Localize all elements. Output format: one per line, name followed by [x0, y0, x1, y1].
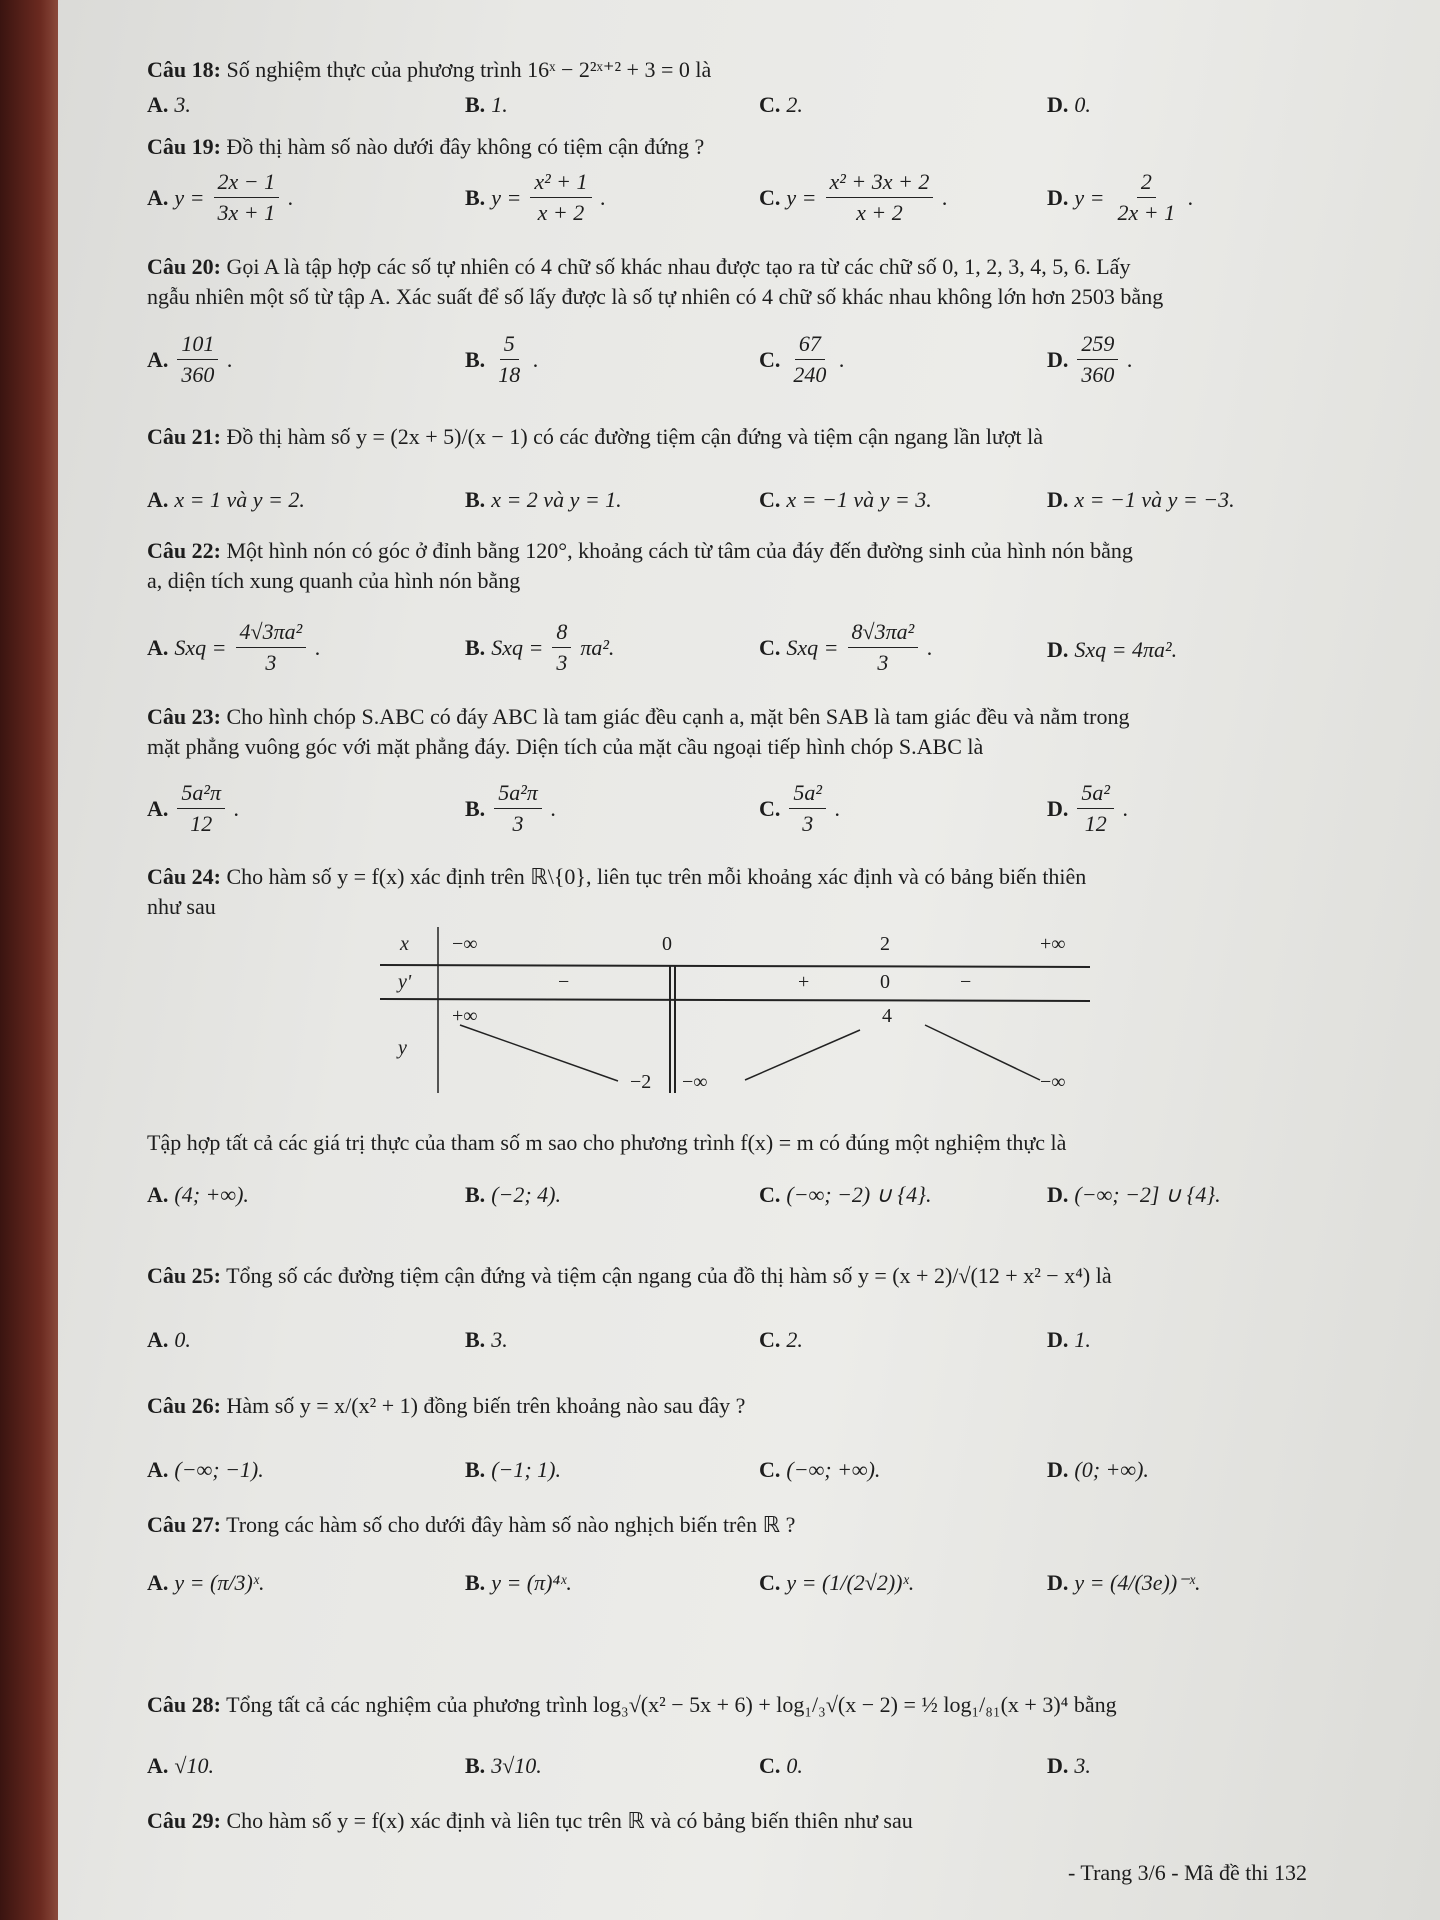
option-label: B. — [465, 1182, 486, 1207]
answer-option-c[interactable] — [759, 1327, 803, 1353]
x-value: −∞ — [452, 933, 478, 955]
question-text-line — [147, 252, 1347, 282]
option-text: 1. — [491, 92, 508, 117]
y-label: y — [398, 1037, 407, 1059]
option-suffix: . — [839, 346, 845, 372]
numerator: 5a²π — [494, 780, 542, 809]
option-label: D. — [1047, 1182, 1069, 1207]
question-label: Câu 24: — [147, 864, 221, 889]
option-label: A. — [147, 346, 169, 372]
answer-option-b[interactable] — [465, 1753, 542, 1779]
option-label: B. — [465, 92, 486, 117]
option-suffix: . — [288, 184, 294, 210]
question-text-line — [147, 1690, 1347, 1720]
option-text: (−2; 4). — [491, 1182, 562, 1207]
option-label: A. — [147, 795, 169, 821]
page-footer: - Trang 3/6 - Mã đề thi 132 — [1068, 1860, 1307, 1885]
numerator: 259 — [1077, 331, 1118, 360]
question-19 — [147, 132, 1347, 162]
option-prefix: Sxq = — [174, 634, 227, 660]
answer-option-c[interactable] — [759, 1457, 880, 1483]
denominator: 2x + 1 — [1117, 200, 1176, 225]
option-label: A. — [147, 1457, 169, 1482]
answer-option-d[interactable] — [1047, 637, 1177, 663]
option-text: Sxq = 4πa². — [1074, 637, 1178, 662]
numerator: 5a²π — [177, 780, 225, 809]
option-text: x = 1 và y = 2. — [174, 487, 305, 512]
option-label: A. — [147, 1570, 169, 1595]
answer-option-b[interactable] — [465, 619, 614, 676]
denominator: 3 — [556, 650, 568, 675]
fraction — [494, 780, 542, 837]
variation-table-lines — [380, 925, 1090, 1095]
question-label: Câu 27: — [147, 1512, 221, 1537]
question-text-line — [147, 1391, 1347, 1421]
yprime-label: y' — [398, 971, 412, 993]
question-text-line — [147, 536, 1347, 566]
denominator: 3 — [265, 650, 277, 675]
question-text-line — [147, 732, 1347, 762]
option-label: D. — [1047, 795, 1069, 821]
answer-option-c[interactable] — [759, 487, 932, 513]
option-label: B. — [465, 487, 486, 512]
option-suffix: . — [315, 634, 321, 660]
fraction — [177, 780, 225, 837]
fraction — [494, 331, 524, 388]
answer-option-b[interactable] — [465, 169, 606, 226]
question-label: Câu 29: — [147, 1808, 221, 1833]
option-text: (4; +∞). — [174, 1182, 249, 1207]
option-text: 2. — [786, 92, 803, 117]
option-text: (−∞; +∞). — [786, 1457, 881, 1482]
question-text-line — [147, 422, 1347, 452]
numerator: 5a² — [789, 780, 826, 809]
y-value: −∞ — [1040, 1071, 1066, 1093]
option-label: C. — [759, 184, 781, 210]
answer-option-b[interactable] — [465, 780, 556, 837]
answer-option-a[interactable] — [147, 1753, 214, 1779]
fraction — [1077, 331, 1118, 388]
question-text: Đồ thị hàm số y = (2x + 5)/(x − 1) có các đường tiệm cận đứng và tiệm cận ngang lần lượt là — [226, 424, 1044, 449]
question-text-line — [147, 1510, 1347, 1540]
answer-option-d[interactable] — [1047, 1182, 1221, 1208]
answer-option-c[interactable] — [759, 1570, 914, 1596]
option-text: 3√10. — [491, 1753, 542, 1778]
answer-option-d[interactable] — [1047, 487, 1235, 513]
option-text: y = (π)⁴ˣ. — [491, 1570, 572, 1595]
option-label: C. — [759, 1753, 781, 1778]
sign: − — [960, 971, 972, 993]
option-label: B. — [465, 795, 486, 821]
answer-option-a[interactable] — [147, 487, 305, 513]
option-suffix: . — [1127, 346, 1133, 372]
denominator: 240 — [793, 362, 827, 387]
option-suffix: . — [927, 634, 933, 660]
option-text: 0. — [174, 1327, 191, 1352]
answer-option-a[interactable] — [147, 1570, 265, 1596]
option-text: y = (1/(2√2))ˣ. — [786, 1570, 915, 1595]
numerator: 8√3πa² — [848, 619, 919, 648]
denominator: 3 — [512, 811, 524, 836]
fraction — [1114, 169, 1180, 226]
option-label: C. — [759, 346, 781, 372]
option-label: B. — [465, 1570, 486, 1595]
x-value: 0 — [662, 933, 672, 955]
question-text: Số nghiệm thực của phương trình 16ˣ − 2²ˣ⁺² + 3 = 0 là — [226, 57, 712, 82]
question-text: a, diện tích xung quanh của hình nón bằng — [147, 568, 521, 593]
answer-option-a[interactable] — [147, 780, 240, 837]
option-label: D. — [1047, 184, 1069, 210]
numerator: 8 — [552, 619, 571, 648]
question-text: Cho hình chóp S.ABC có đáy ABC là tam giác đều cạnh a, mặt bên SAB là tam giác đều và nằm trong — [226, 704, 1130, 729]
option-label: C. — [759, 1182, 781, 1207]
option-text: (−1; 1). — [491, 1457, 562, 1482]
option-label: A. — [147, 487, 169, 512]
option-label: D. — [1047, 637, 1069, 662]
question-label: Câu 20: — [147, 254, 221, 279]
option-prefix: y = — [786, 184, 817, 210]
option-text: (−∞; −1). — [174, 1457, 264, 1482]
option-text: (0; +∞). — [1074, 1457, 1149, 1482]
question-28 — [147, 1690, 1347, 1720]
option-suffix: . — [835, 795, 841, 821]
numerator: 2x − 1 — [214, 169, 280, 198]
answer-option-c[interactable] — [759, 619, 933, 676]
answer-option-c[interactable] — [759, 92, 803, 118]
option-prefix: Sxq = — [491, 634, 544, 660]
x-value: +∞ — [1040, 933, 1066, 955]
option-label: D. — [1047, 1327, 1069, 1352]
option-label: A. — [147, 1327, 169, 1352]
option-suffix: . — [550, 795, 557, 821]
option-suffix: . — [1123, 795, 1129, 821]
fraction — [789, 780, 826, 837]
question-21 — [147, 422, 1347, 452]
question-27 — [147, 1510, 1347, 1540]
answer-option-d[interactable] — [1047, 1327, 1091, 1353]
numerator: 4√3πa² — [236, 619, 307, 648]
question-text-line — [147, 862, 1347, 892]
option-text: 3. — [174, 92, 191, 117]
numerator: 67 — [795, 331, 825, 360]
question-26 — [147, 1391, 1347, 1421]
option-label: C. — [759, 1327, 781, 1352]
answer-option-b[interactable] — [465, 1570, 572, 1596]
question-label: Câu 18: — [147, 57, 221, 82]
y-value: −2 — [630, 1071, 652, 1093]
option-label: A. — [147, 92, 169, 117]
option-text: 3. — [1074, 1753, 1091, 1778]
option-prefix: y = — [174, 184, 205, 210]
answer-option-d[interactable] — [1047, 1457, 1149, 1483]
answer-option-a[interactable] — [147, 331, 233, 388]
option-suffix: πa². — [580, 634, 615, 660]
question-label: Câu 19: — [147, 134, 221, 159]
question-text: ngẫu nhiên một số từ tập A. Xác suất để số lấy được là số tự nhiên có 4 chữ số khác nhau không lớn hơn 2503 bằng — [147, 284, 1164, 309]
sign: + — [798, 971, 810, 993]
question-label: Câu 25: — [147, 1263, 221, 1288]
answer-option-a[interactable] — [147, 92, 191, 118]
question-label: Câu 21: — [147, 424, 221, 449]
answer-option-d[interactable] — [1047, 331, 1133, 388]
answer-option-a[interactable] — [147, 1182, 249, 1208]
option-label: B. — [465, 346, 486, 372]
option-label: C. — [759, 795, 781, 821]
fraction — [826, 169, 934, 226]
question-text: Tổng tất cả các nghiệm của phương trình log₃√(x² − 5x + 6) + log₁/₃√(x − 2) = ½ log₁/₈₁(x + 3)⁴ bằng — [226, 1692, 1117, 1717]
option-label: B. — [465, 1753, 486, 1778]
option-label: B. — [465, 1457, 486, 1482]
fraction — [789, 331, 830, 388]
option-label: A. — [147, 184, 169, 210]
question-label: Câu 26: — [147, 1393, 221, 1418]
question-label: Câu 28: — [147, 1692, 221, 1717]
fraction — [236, 619, 307, 676]
question-text-line — [147, 1806, 1347, 1836]
question-text-line — [147, 566, 1347, 596]
option-text: 3. — [491, 1327, 508, 1352]
option-text: (−∞; −2) ∪ {4}. — [786, 1182, 932, 1207]
option-label: A. — [147, 634, 169, 660]
y-value: 4 — [882, 1005, 892, 1027]
option-suffix: . — [1188, 184, 1194, 210]
desk-edge — [0, 0, 58, 1920]
question-label: Câu 23: — [147, 704, 221, 729]
numerator: x² + 3x + 2 — [826, 169, 934, 198]
denominator: 360 — [181, 362, 215, 387]
fraction — [214, 169, 280, 226]
question-label: Câu 22: — [147, 538, 221, 563]
option-label: D. — [1047, 487, 1069, 512]
option-label: C. — [759, 634, 781, 660]
option-suffix: . — [600, 184, 607, 210]
question-text-line — [147, 132, 1347, 162]
answer-option-c[interactable] — [759, 780, 841, 837]
answer-option-a[interactable] — [147, 1457, 264, 1483]
numerator: 101 — [177, 331, 218, 360]
option-text: 1. — [1074, 1327, 1091, 1352]
option-label: C. — [759, 1457, 781, 1482]
question-text: Một hình nón có góc ở đỉnh bằng 120°, khoảng cách từ tâm của đáy đến đường sinh của hình nón bằng — [226, 538, 1133, 563]
option-text: 0. — [786, 1753, 803, 1778]
question-text: Cho hàm số y = f(x) xác định trên ℝ\{0}, liên tục trên mỗi khoảng xác định và có bảng biến thiên — [226, 864, 1087, 889]
option-text: x = −1 và y = −3. — [1074, 487, 1235, 512]
fraction — [177, 331, 218, 388]
denominator: 18 — [498, 362, 521, 387]
option-prefix: y = — [1074, 184, 1105, 210]
option-suffix: . — [227, 346, 233, 372]
question-23 — [147, 702, 1347, 762]
answer-option-d[interactable] — [1047, 1753, 1091, 1779]
numerator: 5a² — [1077, 780, 1114, 809]
answer-option-d[interactable] — [1047, 92, 1091, 118]
answer-option-b[interactable] — [465, 487, 622, 513]
answer-option-c[interactable] — [759, 169, 948, 226]
fraction — [552, 619, 571, 676]
numerator: x² + 1 — [530, 169, 591, 198]
denominator: 12 — [190, 811, 213, 836]
y-value: +∞ — [452, 1005, 478, 1027]
option-prefix: Sxq = — [786, 634, 839, 660]
option-text: y = (π/3)ˣ. — [174, 1570, 265, 1595]
option-label: B. — [465, 634, 486, 660]
answer-option-a[interactable] — [147, 619, 321, 676]
question-text: như sau — [147, 894, 216, 919]
denominator: x + 2 — [856, 200, 903, 225]
question-text-line — [147, 702, 1347, 732]
question-22 — [147, 536, 1347, 596]
option-label: C. — [759, 487, 781, 512]
answer-option-a[interactable] — [147, 1327, 191, 1353]
y-value: −∞ — [682, 1071, 708, 1093]
fraction — [530, 169, 591, 226]
question-continuation: Tập hợp tất cả các giá trị thực của tham số m sao cho phương trình f(x) = m có đúng một nghiệm thực là — [147, 1130, 1067, 1155]
x-label: x — [400, 933, 409, 955]
denominator: 3 — [877, 650, 889, 675]
option-label: B. — [465, 1327, 486, 1352]
question-24 — [147, 862, 1347, 922]
option-text: √10. — [174, 1753, 214, 1778]
question-text-line — [147, 1261, 1347, 1291]
question-text-line — [147, 892, 1347, 922]
option-label: A. — [147, 1182, 169, 1207]
answer-option-b[interactable] — [465, 1182, 561, 1208]
question-text: Tổng số các đường tiệm cận đứng và tiệm cận ngang của đồ thị hàm số y = (x + 2)/√(12 + x² − x⁴) là — [226, 1263, 1112, 1288]
option-label: A. — [147, 1753, 169, 1778]
option-label: D. — [1047, 1753, 1069, 1778]
question-text-line — [147, 55, 1347, 85]
numerator: 2 — [1137, 169, 1156, 198]
option-label: B. — [465, 184, 486, 210]
x-value: 2 — [880, 933, 890, 955]
option-text: 0. — [1074, 92, 1091, 117]
denominator: 3 — [802, 811, 814, 836]
numerator: 5 — [500, 331, 519, 360]
question-29 — [147, 1806, 1347, 1836]
option-suffix: . — [234, 795, 240, 821]
answer-option-c[interactable] — [759, 1753, 803, 1779]
answer-option-d[interactable] — [1047, 780, 1129, 837]
option-suffix: . — [942, 184, 948, 210]
fraction — [1077, 780, 1114, 837]
option-label: D. — [1047, 92, 1069, 117]
option-text: 2. — [786, 1327, 803, 1352]
answer-option-a[interactable] — [147, 169, 294, 226]
option-prefix: y = — [491, 184, 522, 210]
option-label: C. — [759, 1570, 781, 1595]
question-text: Hàm số y = x/(x² + 1) đồng biến trên khoảng nào sau đây ? — [226, 1393, 746, 1418]
answer-option-b[interactable] — [465, 92, 508, 118]
answer-option-b[interactable] — [465, 331, 539, 388]
question-25 — [147, 1261, 1347, 1291]
option-text: x = −1 và y = 3. — [786, 487, 932, 512]
denominator: 360 — [1081, 362, 1115, 387]
option-label: C. — [759, 92, 781, 117]
option-text: y = (4/(3e))⁻ˣ. — [1074, 1570, 1201, 1595]
question-text: Đồ thị hàm số nào dưới đây không có tiệm cận đứng ? — [226, 134, 705, 159]
option-suffix: . — [533, 346, 539, 372]
variation-table — [380, 925, 1090, 1095]
question-text: Cho hàm số y = f(x) xác định và liên tục trên ℝ và có bảng biến thiên như sau — [226, 1808, 913, 1833]
question-20 — [147, 252, 1347, 312]
question-text-line — [147, 282, 1347, 312]
answer-option-b[interactable] — [465, 1457, 561, 1483]
question-text: mặt phẳng vuông góc với mặt phẳng đáy. Diện tích của mặt cầu ngoại tiếp hình chóp S.ABC là — [147, 734, 984, 759]
denominator: x + 2 — [537, 200, 585, 225]
question-text: Trong các hàm số cho dưới đây hàm số nào nghịch biến trên ℝ ? — [226, 1512, 796, 1537]
denominator: 12 — [1084, 811, 1107, 836]
question-18 — [147, 55, 1347, 85]
answer-option-c[interactable] — [759, 1182, 931, 1208]
answer-option-d[interactable] — [1047, 169, 1194, 226]
answer-option-c[interactable] — [759, 331, 845, 388]
question-text: Gọi A là tập hợp các số tự nhiên có 4 chữ số khác nhau được tạo ra từ các chữ số 0, 1, 2, 3, 4, 5, 6. Lấy — [226, 254, 1131, 279]
option-text: x = 2 và y = 1. — [491, 487, 622, 512]
option-text: (−∞; −2] ∪ {4}. — [1074, 1182, 1221, 1207]
sign: − — [558, 971, 570, 993]
sign: 0 — [880, 971, 890, 993]
option-label: D. — [1047, 1570, 1069, 1595]
answer-option-b[interactable] — [465, 1327, 508, 1353]
option-label: D. — [1047, 346, 1069, 372]
fraction — [848, 619, 919, 676]
answer-option-d[interactable] — [1047, 1570, 1201, 1596]
option-label: D. — [1047, 1457, 1069, 1482]
denominator: 3x + 1 — [217, 200, 276, 225]
